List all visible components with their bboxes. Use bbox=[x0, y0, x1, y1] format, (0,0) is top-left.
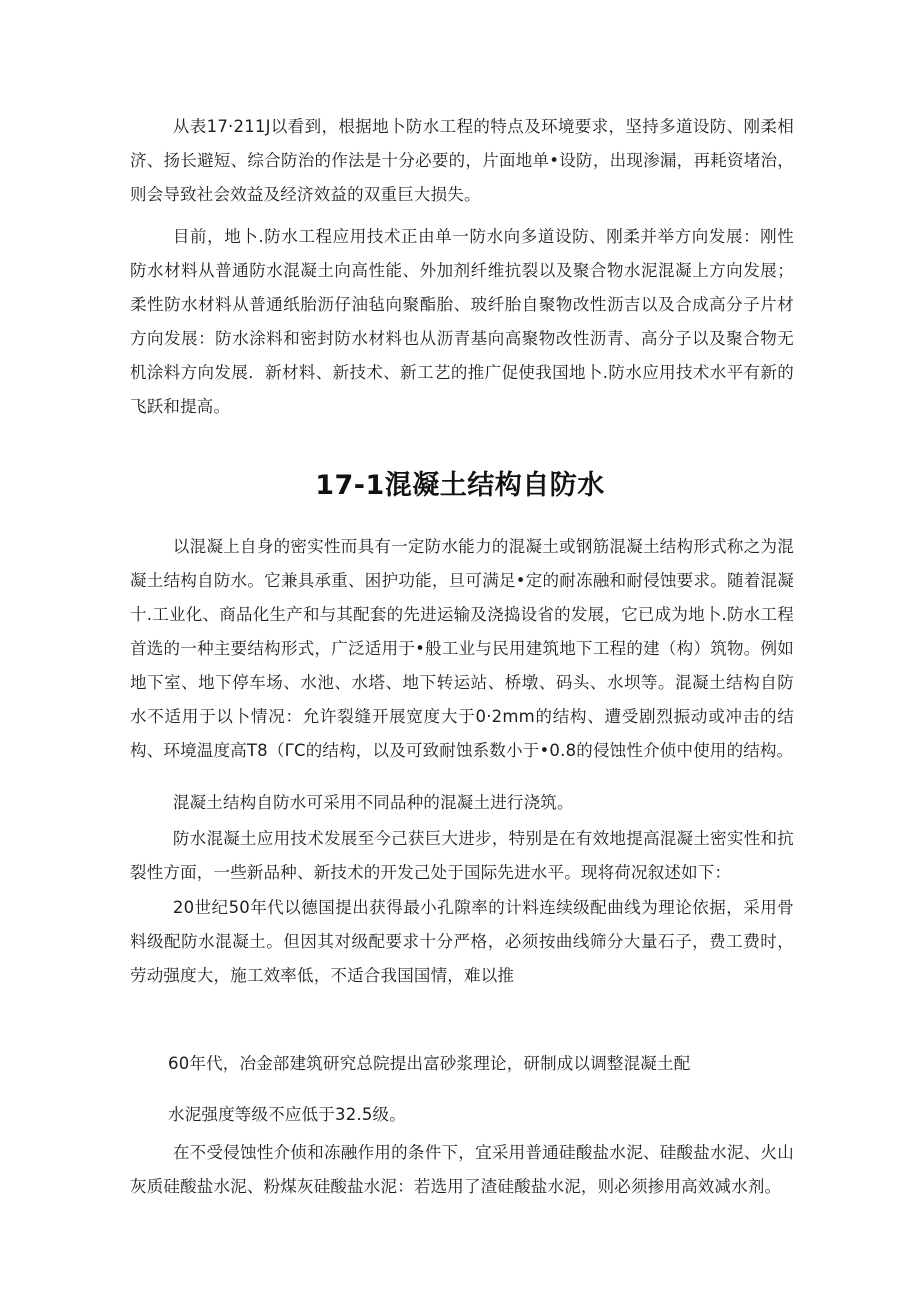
paragraph-intro: 从表17·211J以看到，根据地卜防水工程的特点及环境要求，坚持多道设防、刚柔相济、扬长避短、综合防治的作法是十分必要的，片面地单•设防，出现渗漏，再耗资堵治，则会导致社会效益及经济效益的双重巨大损失。 bbox=[130, 117, 794, 204]
paragraph-pouring: 混凝土结构自防水可采用不同品种的混凝土进行浇筑。 bbox=[172, 793, 574, 812]
paragraph-1950s: 20世纪50年代以德国提出获得最小孔隙率的计料连续级配曲线为理论依据，采用骨料级配防水混凝土。但因其对级配要求十分严格，必须按曲线筛分大量石子，费工费时，劳动强度大，施工效率低，不适合我国国情，难以推 bbox=[130, 898, 794, 985]
paragraph-development: 目前，地卜.防水工程应用技术正由单一防水向多道设防、刚柔并举方向发展：刚性防水材料从普通防水混凝土向高性能、外加剂纤维抗裂以及聚合物水泥混凝上方向发展；柔性防水材料从普通纸胎沥仔油毡向聚酯胎、玻纤胎自聚物改性沥吉以及合成高分子片材方向发展：防水涂料和密封防水材料也从沥青基向高聚物改性沥青、高分子以及聚合物无机涂料方向发展．新材料、新技术、新工艺的推广促使我国地卜.防水应用技术水平有新的飞跃和提高。 bbox=[130, 227, 794, 416]
paragraph-cement-types: 在不受侵蚀性介侦和冻融作用的条件下，宜采用普通硅酸盐水泥、硅酸盐水泥、火山灰质硅酸盐水泥、粉煤灰硅酸盐水泥：若选用了渣硅酸盐水泥，则必须掺用高效减水剂。 bbox=[130, 1143, 794, 1196]
section-heading: 17-1混凝土结构自防水 bbox=[315, 470, 605, 501]
paragraph-progress: 防水混凝土应用技术发展至今己获巨大进步，特别是在有效地提高混凝土密实性和抗裂性方面，一些新品种、新技术的开发己处于国际先进水平。现将荷况叙述如下： bbox=[130, 829, 794, 882]
paragraph-definition: 以混凝上自身的密实性而具有一定防水能力的混凝土或钢筋混凝土结构形式称之为混凝土结构自防水。它兼具承重、困护功能，旦可满足•定的耐冻融和耐侵蚀要求。随着混凝十.工业化、商品化生产和与其配套的先进运输及浇捣设省的发展，它已成为地卜.防水工程首选的一种主要结构形式，广泛适用于•般工业与民用建筑地下工程的建（构）筑物。例如地下室、地下停车场、水池、水塔、地下转运站、桥墩、码头、水坝等。混凝土结构自防水不适用于以卜情况：允许裂缝开展宽度大于0·2mm的结构、遭受剧烈振动或冲击的结构、环境温度高T8（ΓC的结构，以及可致耐蚀系数小于•0.8的侵蚀性介侦中使用的结构。 bbox=[130, 537, 794, 760]
paragraph-1960s: 60年代，冶金部建筑研究总院提出富砂浆理论，研制成以调整混凝土配 bbox=[168, 1054, 691, 1073]
paragraph-cement-grade: 水泥强度等级不应低于32.5级。 bbox=[168, 1105, 406, 1124]
